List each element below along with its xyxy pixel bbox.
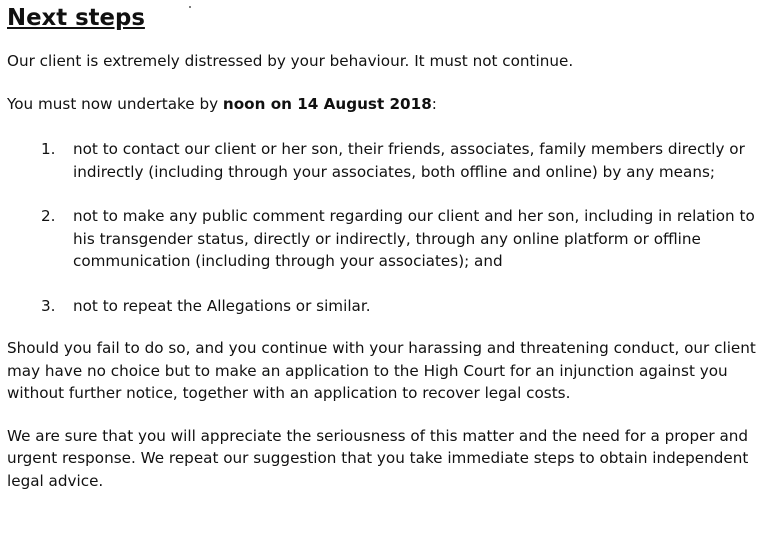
distress-paragraph: Our client is extremely distressed by your behaviour. It must not continue.	[7, 52, 574, 70]
list-item	[7, 295, 775, 318]
list-item-number: 3.	[41, 296, 56, 315]
undertakings-list	[7, 138, 775, 317]
undertake-paragraph	[7, 93, 775, 116]
list-item-number: 1.	[41, 140, 56, 158]
undertake-lead-text: You must now undertake by	[7, 94, 223, 113]
list-item	[7, 138, 775, 183]
list-item-number: 2.	[41, 207, 56, 225]
list-item-text: not to repeat the Allegations or similar.	[73, 296, 371, 315]
letter-excerpt	[7, 7, 775, 492]
consequence-paragraph: Should you fail to do so, and you continue with your harassing and threatening conduct, our client may have no choice but to make an application to the High Court for an injunction against you without further notice, together with an application to recover legal costs.	[7, 339, 756, 402]
undertake-colon: :	[431, 94, 437, 113]
deadline-text: noon on 14 August 2018	[222, 94, 432, 113]
list-item-text: not to make any public comment regarding our client and her son, including in relation to his transgender status, directly or indirectly, through any online platform or offline communication (including through your associates); and	[73, 207, 755, 270]
list-item	[7, 205, 775, 273]
list-item-text: not to contact our client or her son, their friends, associates, family members directly or indirectly (including through your associates, both offline and online) by any means;	[73, 140, 745, 181]
advice-paragraph: We are sure that you will appreciate the seriousness of this matter and the need for a proper and urgent response. We repeat our suggestion that you take immediate steps to obtain independent legal advice.	[7, 426, 749, 490]
section-heading: Next steps	[7, 5, 145, 31]
